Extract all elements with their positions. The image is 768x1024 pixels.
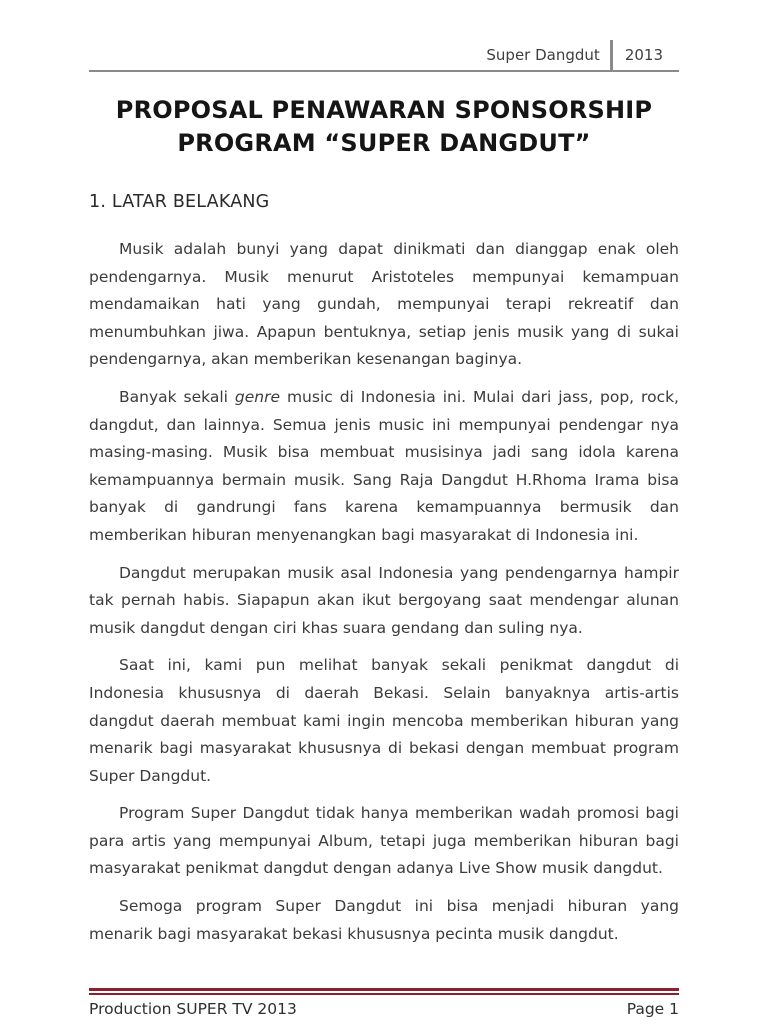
page-footer (89, 988, 679, 1024)
document-title-line-2: PROGRAM “SUPER DANGDUT” (177, 129, 591, 157)
paragraph-4: Saat ini, kami pun melihat banyak sekali penikmat dangdut di Indonesia khususnya di daerah Bekasi. Selain banyaknya artis-artis dangdut daerah membuat kami ingin mencoba memberikan hiburan yang menarik bagi masyarakat khususnya di bekasi dengan membuat program Super Dangdut. (89, 656, 679, 785)
footer-page-number: Page 1 (626, 1000, 679, 1018)
paragraph-2-text-before: Banyak sekali (119, 387, 235, 406)
header-year: 2013 (624, 46, 663, 64)
page-header (89, 38, 679, 72)
section-heading: 1. LATAR BELAKANG (89, 192, 270, 212)
paragraph-3: Dangdut merupakan musik asal Indonesia yang pendengarnya hampir tak pernah habis. Siapapun akan ikut bergoyang saat mendengar alunan musik dangdut dengan ciri khas suara gendang dan suling nya. (89, 563, 679, 637)
footer-row (89, 995, 679, 1022)
paragraph-2-italic-genre: genre (234, 387, 281, 406)
paragraph-2-text-after: music di Indonesia ini. Mulai dari jass, pop, rock, dangdut, dan lainnya. Semua jenis music ini mempunyai pendengar nya masing-masing. Musik bisa membuat musisinya jadi sang idola karena kemampuannya bermain musik. Sang Raja Dangdut H.Rhoma Irama bisa banyak di gandrungi fans karena kemampuannya bermusik dan memberikan hiburan menyenangkan bagi masyarakat di Indonesia ini. (89, 387, 679, 544)
header-doc-title: Super Dangdut (486, 46, 600, 64)
footer-production-label: Production SUPER TV 2013 (89, 1000, 297, 1018)
paragraph-1: Musik adalah bunyi yang dapat dinikmati dan dianggap enak oleh pendengarnya. Musik menurut Aristoteles mempunyai kemampuan mendamaikan hati yang gundah, mempunyai terapi rekreatif dan menumbuhkan jiwa. Apapun bentuknya, setiap jenis musik yang di sukai pendengarnya, akan memberikan kesenangan baginya. (89, 240, 679, 369)
paragraph-2 (89, 384, 679, 550)
footer-rule (89, 988, 679, 995)
document-title-line-1: PROPOSAL PENAWARAN SPONSORSHIP (115, 96, 653, 124)
document-title (89, 94, 679, 160)
body-text (89, 236, 679, 958)
paragraph-6: Semoga program Super Dangdut ini bisa menjadi hiburan yang menarik bagi masyarakat bekasi khususnya pecinta musik dangdut. (89, 897, 679, 943)
paragraph-5: Program Super Dangdut tidak hanya memberikan wadah promosi bagi para artis yang mempunyai Album, tetapi juga memberikan hiburan bagi masyarakat penikmat dangdut dengan adanya Live Show musik dangdut. (89, 804, 679, 878)
